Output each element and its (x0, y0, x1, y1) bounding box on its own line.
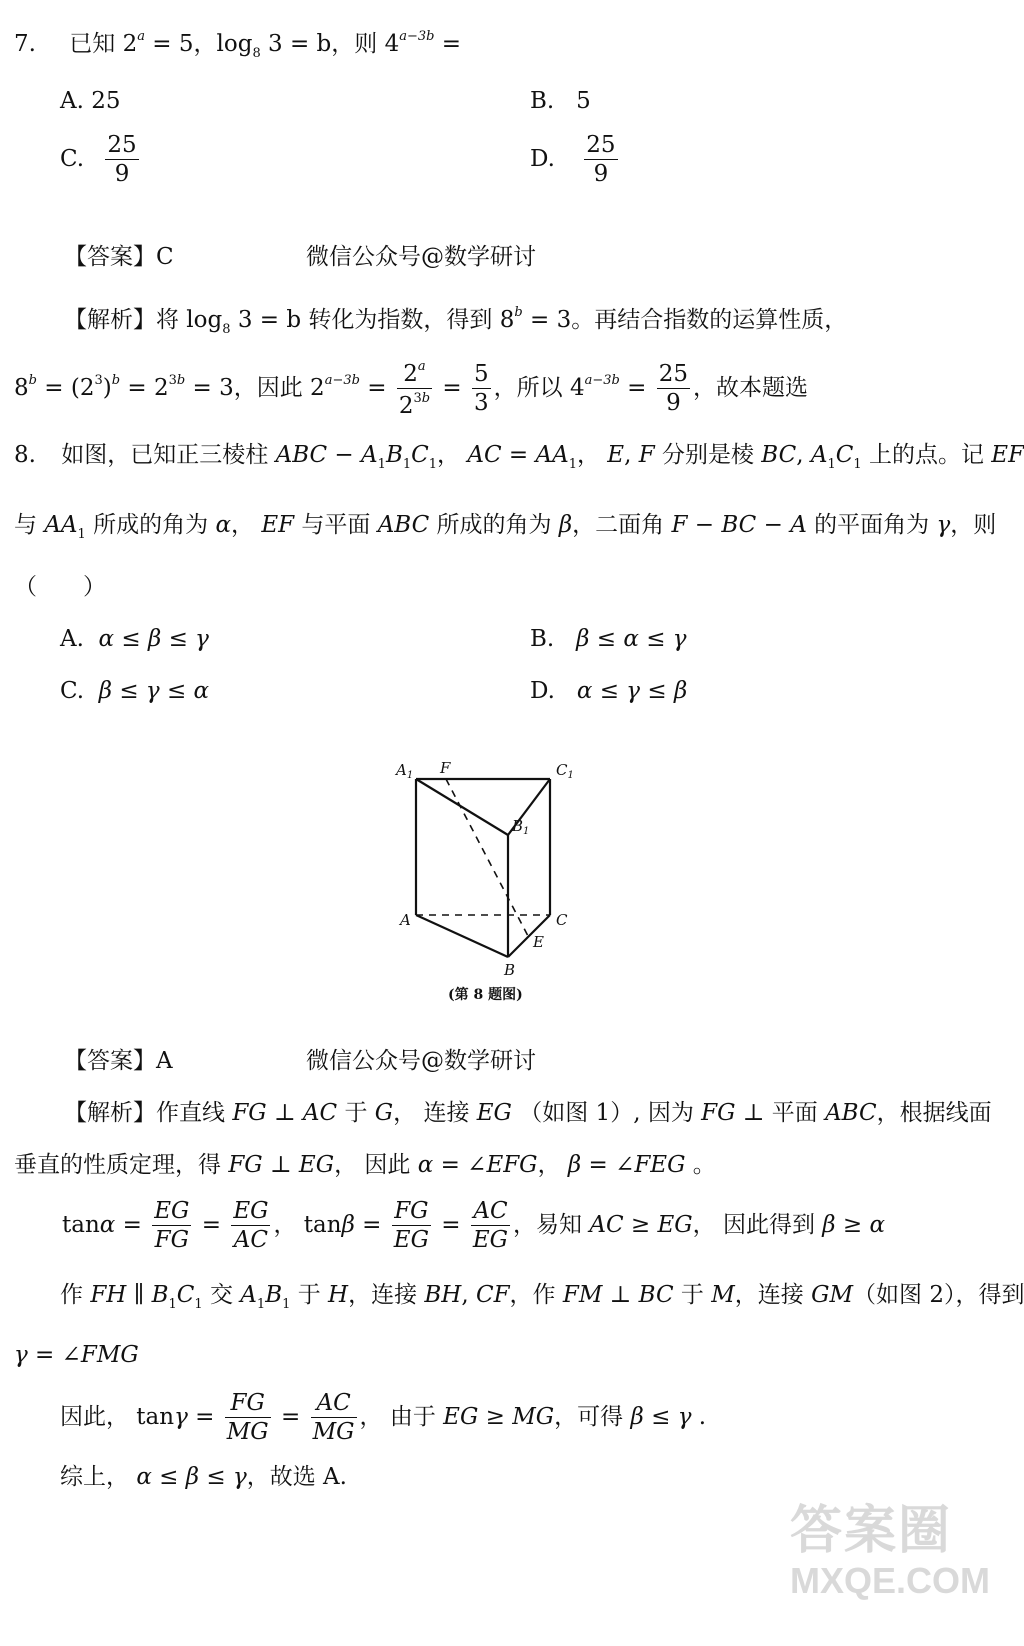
q7-answer: 【答案】C (64, 244, 174, 270)
q8-analysis-line7: 综上， α ≤ β ≤ γ，故选 A. (60, 1464, 347, 1490)
segment-ef (446, 779, 528, 936)
label-b1: $B_1$ (512, 817, 530, 837)
q8-analysis-line2: 垂直的性质定理，得 FG ⊥ EG， 因此 α = ∠EFG， β = ∠FEG 。 (14, 1152, 716, 1178)
label-f: F (440, 759, 451, 777)
label-c1: $C_1$ (556, 761, 574, 781)
q8-stem-line1: 8. 如图，已知正三棱柱 ABC − $A_1B_1C_1$， AC = $AA_1$， E, F 分别是棱 BC, $A_1C_1$ 上的点。记 EF (14, 442, 1024, 472)
label-c: C (556, 911, 568, 929)
q8-stem-line2: 与 $AA_1$ 所成的角为 α， EF 与平面 ABC 所成的角为 β，二面角 F − BC − A 的平面角为 γ，则 (14, 512, 997, 542)
q8-option-a: A. α ≤ β ≤ γ (60, 626, 209, 652)
q8-analysis-line3: tanα = $\frac{EG}{FG}$ = $\frac{EG}{AC}$ ， tanβ = $\frac{FG}{EG}$ = $\frac{AC}{EG}$ ，易知 AC ≥ EG， 因此得到 β ≥ α (62, 1198, 886, 1253)
label-e: E (533, 933, 544, 951)
q8-stem-line3: （ ） (14, 574, 106, 600)
edge-a-b (416, 915, 508, 957)
q8-wechat-credit: 微信公众号@数学研讨 (306, 1048, 536, 1074)
q7-option-d: D. $\frac{25}{9}$ (530, 132, 616, 187)
q7-number: 7. (14, 31, 36, 57)
label-a: A (400, 911, 411, 929)
q8-analysis-line5: γ = ∠FMG (14, 1342, 139, 1368)
watermark-url: MXQE.COM (790, 1560, 991, 1601)
q8-number: 8. (14, 442, 36, 468)
q7-analysis-line2: $8^b = (2^3)^b = 2^{3b} = 3$，因此 $2^{a-3b}$ = $\frac{2^a}{2^{3b}}$ = $\frac{5}{3}$ ，所以 $4^{a-3b}$ = $\frac{25}{9}$ ，故本题选 (14, 359, 809, 419)
q8-option-b: B. β ≤ α ≤ γ (530, 626, 687, 652)
q8-option-d: D. α ≤ γ ≤ β (530, 678, 688, 704)
q8-answer: 【答案】A (64, 1048, 173, 1074)
q8-analysis-line6: 因此， tanγ = $\frac{FG}{MG}$ = $\frac{AC}{MG}$ ， 由于 EG ≥ MG，可得 β ≤ γ . (60, 1390, 707, 1445)
q8-option-c: C. β ≤ γ ≤ α (60, 678, 210, 704)
prism-figure (390, 755, 590, 1015)
q7-stem: 7. 已知 $2^a = 5$，$\log_8 3 = b$，则 $4^{a-3b}$ = (14, 29, 462, 61)
label-a1: $A_1$ (396, 761, 414, 781)
q8-analysis-line1: 【解析】作直线 FG ⊥ AC 于 G， 连接 EG （如图 1）, 因为 FG ⊥ 平面 ABC，根据线面 (64, 1100, 992, 1126)
q8-analysis-line4: 作 FH ∥ $B_1C_1$ 交 $A_1B_1$ 于 H，连接 BH, CF，作 FM ⊥ BC 于 M，连接 GM（如图 2），得到 (60, 1282, 1024, 1312)
q7-option-a: A. 25 (60, 88, 121, 114)
watermark-logo: 答案圈 (790, 1502, 953, 1560)
q7-option-b: B. 5 (530, 88, 591, 114)
figure-caption: (第 8 题图) (448, 987, 523, 1003)
label-b: B (504, 961, 516, 979)
q7-option-c: C. $\frac{25}{9}$ (60, 132, 137, 187)
q7-wechat-credit: 微信公众号@数学研讨 (306, 244, 536, 270)
q7-analysis-line1: 【解析】将 $\log_8 3 = b$ 转化为指数，得到 $8^b = 3$。再结合指数的运算性质， (64, 305, 848, 337)
edge-a1-b1 (416, 779, 508, 835)
